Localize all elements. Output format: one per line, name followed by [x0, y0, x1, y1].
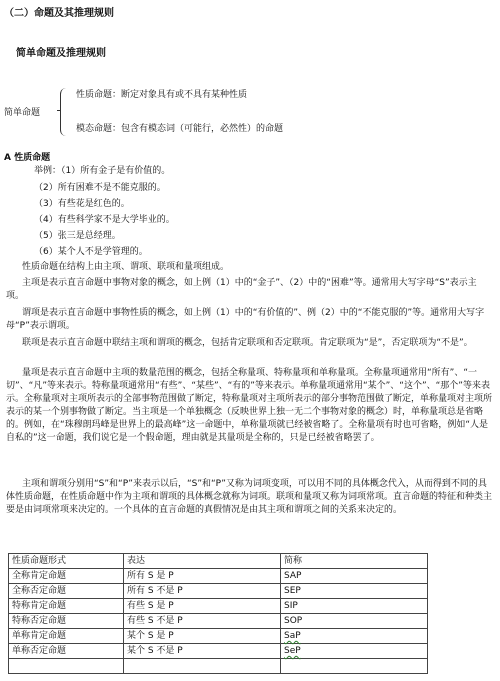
- paragraph-predicate-term: 谓项是表示直言命题中事物性质的概念，如上例（1）中的“有价值的”、例（2）中的“不能克服的”等。通常用大写字母“P”表示谓项。: [6, 308, 485, 331]
- table-cell: 单称肯定命题: [9, 629, 124, 644]
- table-header-cell: 性质命题形式: [9, 554, 124, 569]
- table-row: [9, 629, 428, 644]
- paragraph-structure: 性质命题在结构上由主项、谓项、联项和量项组成。: [22, 262, 230, 272]
- example-item: 举例：（1）所有金子是有价值的。: [34, 166, 171, 176]
- table-cell: SAP: [281, 569, 428, 584]
- table-row: [9, 599, 428, 614]
- simple-proposition-label: 简单命题: [4, 108, 41, 118]
- table-cell: 有些 S 是 P: [124, 599, 281, 614]
- table-header-row: [9, 554, 428, 569]
- heading-nature-proposition: A 性质命题: [4, 153, 51, 163]
- table-row: [9, 614, 428, 629]
- table-cell: 全称否定命题: [9, 584, 124, 599]
- modal-proposition-definition: 模态命题：包含有模态词（可能行，必然性）的命题: [76, 124, 284, 134]
- paragraph-subject-term: 主项是表示直言命题中事物对象的概念，如上例（1）中的“金子”、（2）中的“困难”等。通常用大写字母“S”表示主项。: [6, 278, 477, 301]
- table-cell: SOP: [281, 614, 428, 629]
- table-cell: 某个 S 是 P: [124, 629, 281, 644]
- example-item: （3）有些花是红色的。: [34, 199, 130, 209]
- table-header-cell: 表达: [124, 554, 281, 569]
- table-cell: 特称肯定命题: [9, 599, 124, 614]
- example-item: （4）有些科学家不是大学毕业的。: [34, 215, 175, 225]
- example-item: （5）张三是总经理。: [34, 231, 121, 241]
- table-cell: 所有 S 不是 P: [124, 584, 281, 599]
- example-item: （6）某个人不是学管理的。: [34, 247, 148, 257]
- table-cell-empty: [9, 659, 124, 674]
- table-cell: SIP: [281, 599, 428, 614]
- table-cell: 有些 S 不是 P: [124, 614, 281, 629]
- table-row: [9, 644, 428, 659]
- table-cell: 所有 S 是 P: [124, 569, 281, 584]
- example-item: （2）所有困难不是不能克服的。: [34, 183, 166, 193]
- table-cell-empty: [281, 659, 428, 674]
- table-cell: 单称否定命题: [9, 644, 124, 659]
- table-cell: SEP: [281, 584, 428, 599]
- brace-icon: [60, 88, 69, 136]
- proposition-forms-table: [8, 553, 428, 674]
- table-cell: 某个 S 不是 P: [124, 644, 281, 659]
- table-cell: 特称否定命题: [9, 614, 124, 629]
- paragraph-term-variables: 主项和谓项分别用“S”和“P”来表示以后，“S”和“P”又称为词项变项，可以用不同的具体概念代入，从而得到不同的具体性质命题，在性质命题中作为主项和谓项的具体概念就称为词项。联项和量项又称为词项常项。直言命题的特征和种类主要是由词项常项来决定的。一个具体的直言命题的真假情况是由其主项和谓项之间的关系来决定的。: [6, 479, 493, 515]
- table-cell: SaP: [281, 629, 428, 644]
- sub-title: 简单命题及推理规则: [16, 48, 106, 59]
- table-header-cell: 简称: [281, 554, 428, 569]
- table-row: [9, 569, 428, 584]
- table-cell-empty: [124, 659, 281, 674]
- nature-proposition-definition: 性质命题：断定对象具有或不具有某种性质: [76, 90, 248, 100]
- paragraph-copula: 联项是表示直言命题中联结主项和谓项的概念，包括肯定联项和否定联项。肯定联项为“是”，否定联项为“不是”。: [22, 338, 473, 348]
- table-cell: 全称肯定命题: [9, 569, 124, 584]
- table-row-empty: [9, 659, 428, 674]
- paragraph-quantifier: 量项是表示直言命题中主项的数量范围的概念，包括全称量项、特称量项和单称量项。全称量项通常用“所有”、“一切”、“凡”等来表示。特称量项通常用“有些”、“某些”、“有的”等来表示。单称量项通常用“某个”、“这个”、“那个”等来表示。全称量项对主项所表示的全部事物范围做了断定，特称量项对主项所表示的部分事物范围做了断定，单称量项对主项所表示的某一个别事物做了断定。当主项是一个单独概念（反映世界上独一无二个事物对象的概念）时，单称量项总是省略的。例如，在“珠穆朗玛峰是世界上的最高峰”这一命题中，单称量项就已经被省略了。全称量项有时也可省略，例如“人是自私的”这一命题，我们说它是一个假命题，理由就是其量项是全称的，只是已经被省略罢了。: [6, 368, 493, 443]
- table-cell: SeP: [281, 644, 428, 659]
- table-row: [9, 584, 428, 599]
- section-title: （二）命题及其推理规则: [4, 8, 114, 19]
